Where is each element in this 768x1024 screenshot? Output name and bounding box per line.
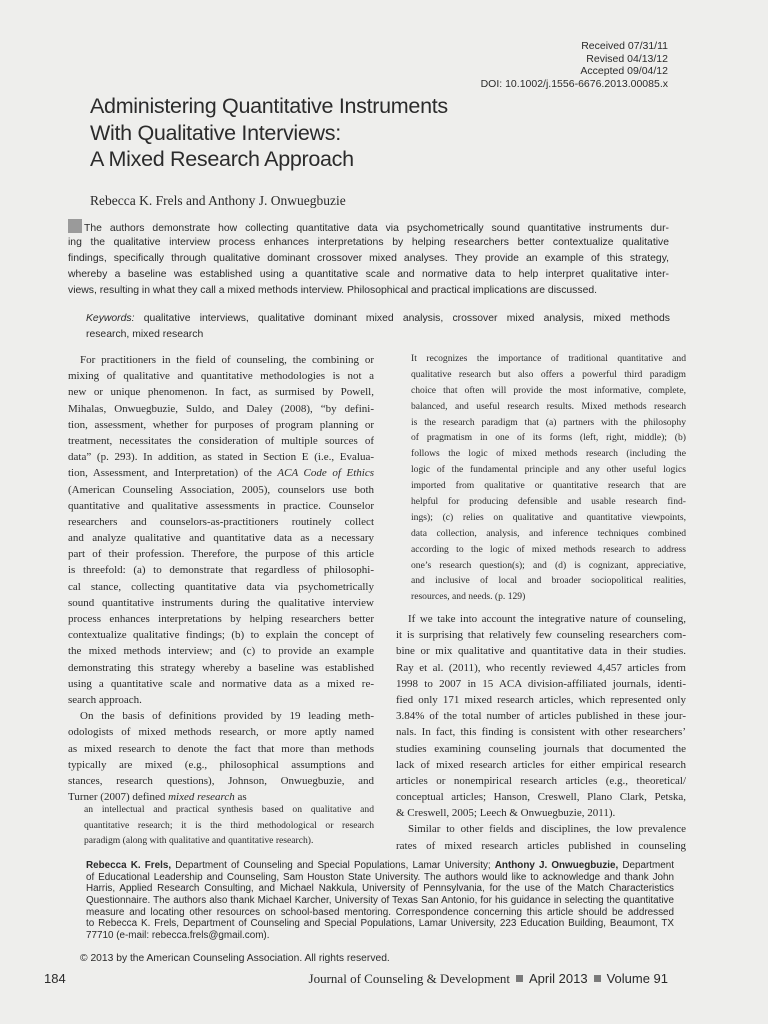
body-text: tion, Assessment, and Interpretation) of the: [68, 467, 278, 480]
body-line: If we take into account the integrative nature of counseling,: [408, 613, 686, 625]
block-quote-right: [411, 351, 686, 605]
cited-title: ACA Code of Ethics: [277, 467, 374, 480]
body-line: lack of mixed research articles for either empirical research: [396, 758, 686, 771]
body-line: articles or nonempirical research articles (e.g., theoretical/: [396, 774, 686, 787]
body-line: and analyze qualitative and quantitative data as a necessary: [68, 532, 374, 545]
quote-line: helpful for producing defensible and usable research find-: [411, 496, 686, 508]
quote-line: resources, and needs. (p. 129): [411, 591, 526, 603]
quote-line: choice that often will provide the most informative, complete,: [411, 384, 686, 396]
body-line: as mixed research to denote the fact that more than methods: [68, 742, 374, 755]
body-line: cal stance, collecting quantitative data via psychometrically: [68, 580, 374, 593]
abstract: [68, 219, 669, 298]
body-line: data” (p. 293). In addition, as stated in Section E (i.e., Evalua-: [68, 451, 374, 464]
body-line: search approach.: [68, 693, 142, 706]
abstract-line: whereby a baseline was established using a quantitative scale and normative data to help interpret qualitative inter-: [68, 268, 669, 280]
quote-line: logic of the fundamental principle and any other useful logics: [411, 464, 686, 476]
accepted-date: Accepted 09/04/12: [580, 65, 668, 77]
body-line: Mihalas, Onwuegbuzie, Suldo, and Daley (2008), “by defini-: [68, 402, 374, 415]
body-line: For practitioners in the field of counseling, the combining or: [80, 354, 374, 366]
defined-term: mixed research: [168, 791, 235, 804]
body-line: [68, 465, 374, 481]
body-text: as: [234, 791, 247, 804]
title-line: With Qualitative Interviews:: [90, 120, 341, 145]
body-line: part of their profession. Therefore, the purpose of this article: [68, 548, 374, 561]
body-line: is threefold: (a) to demonstrate that regardless of philosophi-: [68, 564, 374, 577]
body-line: conceptual articles; Hanson, Creswell, Plano Clark, Petska,: [396, 791, 686, 804]
body-line: 1998 to 2007 in 15 ACA division-affiliated journals, identi-: [396, 677, 686, 690]
title-line: A Mixed Research Approach: [90, 147, 354, 171]
quote-line: data collection, analysis, and inference techniques combined: [411, 527, 686, 539]
received-block: [368, 40, 668, 90]
body-line: mixing of qualitative and quantitative methodologies is not a: [68, 370, 374, 383]
body-line: & Creswell, 2005; Leech & Onwuegbuzie, 2011).: [396, 807, 616, 820]
body-line: 3.84% of the total number of articles published in these jour-: [396, 710, 686, 723]
journal-name: Journal of Counseling & Development: [308, 971, 511, 986]
author-footnote: [86, 860, 674, 942]
body-line: process enhances interpretations by helping researchers better: [68, 613, 374, 625]
body-line: Ray et al. (2011), who recently reviewed 4,457 articles from: [396, 661, 686, 674]
quote-line: one’s research question(s); and (d) is cognizant, appreciative,: [411, 559, 686, 571]
footnote-line: Rebecca K. Frels, Department of Counseling and Special Populations, Lamar University; Anthony J. Onwuegbuzie, Department: [86, 860, 674, 871]
body-line: treatment, necessitates the consideration of multiple sources of: [68, 434, 374, 447]
body-line: bine or mix qualitative and quantitative data in their studies.: [396, 645, 686, 658]
received-date: Received 07/31/11: [581, 40, 668, 52]
issue-date: April 2013: [529, 971, 588, 986]
body-line: researchers and counselors-as-practitioners routinely collect: [68, 515, 374, 528]
footnote-line: measure and locating other resources on school-based mentoring. Correspondence concerning this article should be addressed: [86, 906, 674, 918]
body-line: the mixed methods interview; and (c) to provide an example: [68, 645, 374, 658]
quote-line: and inclusive of local and broader sociopolitical realities,: [411, 575, 686, 587]
footnote-line: of Educational Leadership and Counseling, Sam Houston State University. The authors would like to acknowledge and thank John: [86, 871, 674, 883]
abstract-line: views, resulting in what they call a mixed methods interview. Philosophical and practical implications are discussed.: [68, 284, 598, 296]
footnote-line: Harris, Applied Research Consulting, and Michael Nakkula, University of Pennsylvania, for the use of the Match Characteristics: [86, 883, 674, 895]
doi: DOI: 10.1002/j.1556-6676.2013.00085.x: [480, 77, 668, 90]
keywords-line: research, mixed research: [86, 329, 204, 340]
body-line: quantitative and qualitative assessments in practice. Counselor: [68, 499, 374, 512]
body-line: studies examining counseling journals that documented the: [396, 742, 686, 755]
body-line: (American Counseling Association, 2005), counselors use both: [68, 483, 374, 496]
body-line: using a quantitative scale and normative data as a mixed re-: [68, 677, 374, 690]
body-line: On the basis of definitions provided by 19 leading meth-: [80, 710, 374, 723]
revised-date: Revised 04/13/12: [586, 52, 668, 65]
quote-line: imported from qualitative or quantitative research that are: [411, 480, 686, 492]
volume: Volume 91: [606, 971, 668, 986]
title-line: Administering Quantitative Instruments: [90, 94, 448, 118]
journal-footer: [309, 971, 668, 987]
abstract-line: The authors demonstrate how collecting quantitative data via psychometrically sound quantitative instruments dur-: [68, 219, 669, 235]
quote-line: is the research paradigm that (a) partners with the philosophy: [411, 416, 686, 428]
article-title: [90, 93, 510, 173]
abstract-line: ing the qualitative interview process enhances interpretations by helping researchers better contextualize qualitative: [68, 236, 669, 248]
quote-line: ings); (c) relies on qualitative and quantitative viewpoints,: [411, 511, 686, 523]
body-line: typically are mixed (e.g., philosophical assumptions and: [68, 758, 374, 771]
quote-line: of pragmatism in one of its forms (left, right, middle); (b): [411, 432, 686, 444]
body-line: stances, research questions), Johnson, Onwuegbuzie, and: [68, 774, 374, 787]
abstract-line: findings, specifically through qualitative dominant crossover mixed analyses. They provide an example of this strategy,: [68, 252, 669, 264]
body-line: tion, assessment, whether for purposes of program planning or: [68, 418, 374, 431]
keywords: [86, 311, 670, 343]
body-right-column: [396, 611, 686, 854]
footnote-line: Questionnaire. The authors also thank Michael Karcher, University of Texas San Antonio, for his guidance in selecting the quantitative: [86, 895, 674, 907]
abstract-marker-icon: [68, 219, 82, 233]
keywords-line: Keywords: qualitative interviews, qualitative dominant mixed analysis, crossover mixed analysis, mixed methods: [86, 313, 670, 324]
page-number: 184: [44, 971, 66, 986]
footnote-line: 77710 (e-mail: rebecca.frels@gmail.com).: [86, 930, 270, 942]
quote-line: qualitative research but also offers a powerful third paradigm: [411, 368, 686, 380]
quote-line: an intellectual and practical synthesis based on qualitative and: [84, 804, 374, 815]
quote-line: It recognizes the importance of traditional quantitative and: [411, 353, 686, 364]
body-line: nals. In fact, this finding is consistent with other researchers’: [396, 726, 686, 739]
body-line: Similar to other fields and disciplines, the low prevalence: [408, 823, 686, 836]
square-bullet-icon: [594, 975, 601, 982]
block-quote-left: [84, 802, 374, 849]
quote-line: quantitative research; it is the third methodological or research: [84, 819, 374, 831]
body-text: Turner (2007) defined: [68, 791, 169, 804]
body-line: new or unique phenomenon. In fact, as surmised by Powell,: [68, 386, 374, 399]
body-line: fied only 171 mixed research articles, which represented only: [396, 693, 686, 706]
body-line: demonstrating this strategy whereby a baseline was established: [68, 661, 374, 674]
body-line: odologists of mixed methods research, or more aptly named: [68, 726, 374, 739]
quote-line: balanced, and useful research results. Mixed methods research: [411, 400, 686, 412]
quote-line: follows the logic of mixed methods research (including the: [411, 448, 686, 460]
page-footer: [0, 971, 768, 989]
keywords-label: Keywords:: [86, 313, 135, 324]
author-line: Rebecca K. Frels and Anthony J. Onwuegbuzie: [90, 193, 346, 208]
quote-line: paradigm (along with qualitative and quantitative research).: [84, 835, 314, 847]
body-line: rates of mixed research articles published in counseling: [396, 839, 686, 852]
quote-line: according to the logic of mixed methods research to address: [411, 543, 686, 555]
body-left-column: [68, 352, 374, 805]
body-line: it is surprising that relatively few counseling researchers com-: [396, 629, 686, 642]
footnote-line: to Rebecca K. Frels, Department of Counseling and Special Populations, Lamar University, 223 Education Building, Beaumont, TX: [86, 918, 674, 930]
body-line: sound quantitative instruments during the qualitative interview: [68, 596, 374, 609]
body-line: contextualize qualitative findings; (b) to explain the concept of: [68, 629, 374, 642]
square-bullet-icon: [516, 975, 523, 982]
copyright-notice: © 2013 by the American Counseling Association. All rights reserved.: [80, 953, 390, 964]
